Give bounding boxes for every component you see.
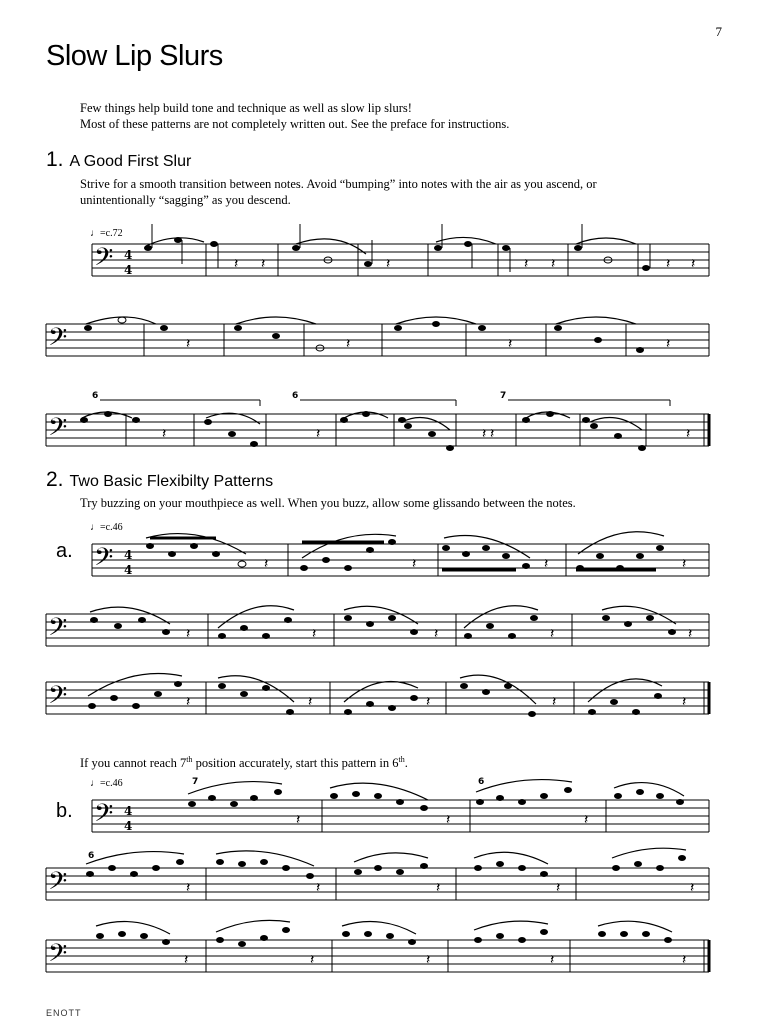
- svg-text:𝄽: 𝄽: [426, 694, 431, 710]
- svg-text:𝄽: 𝄽: [690, 880, 695, 896]
- svg-text:𝄽: 𝄽: [691, 256, 696, 272]
- section-2-number: 2.: [46, 468, 64, 491]
- svg-text:4: 4: [124, 563, 133, 577]
- section-2-heading: [46, 468, 273, 492]
- pattern-a-tempo: ♩=c.46: [90, 522, 123, 533]
- pattern-b-letter: b.: [56, 800, 73, 822]
- svg-text:𝄽: 𝄽: [550, 952, 555, 968]
- section-1-number: 1.: [46, 148, 64, 171]
- pattern-a-staff-3: [46, 678, 722, 718]
- svg-text:𝄽: 𝄽: [556, 880, 561, 896]
- svg-text:𝄽: 𝄽: [264, 556, 269, 572]
- svg-text:4: 4: [124, 819, 133, 833]
- svg-text:𝄽: 𝄽: [551, 256, 556, 272]
- svg-text:𝄽: 𝄽: [584, 812, 589, 828]
- svg-text:𝄽: 𝄽: [186, 880, 191, 896]
- svg-text:𝄽: 𝄽: [666, 256, 671, 272]
- section-2-text: Try buzzing on your mouthpiece as well. When you buzz, allow some glissando between the notes.: [80, 496, 576, 510]
- svg-text:𝄽: 𝄽: [162, 426, 167, 442]
- svg-text:𝄽: 𝄽: [666, 336, 671, 352]
- pattern-b-note: [80, 752, 408, 771]
- section-1-tempo: ♩=c.72: [90, 228, 123, 239]
- svg-text:𝄽: 𝄽: [312, 626, 317, 642]
- bass-clef-icon: 𝄢: [94, 543, 114, 578]
- note-sup-2: th: [398, 755, 405, 764]
- page-number: 7: [715, 24, 722, 39]
- bass-clef-icon: 𝄢: [48, 867, 68, 902]
- svg-text:𝄽: 𝄽: [261, 256, 266, 272]
- svg-text:𝄽: 𝄽: [524, 256, 529, 272]
- svg-text:𝄽: 𝄽: [682, 952, 687, 968]
- svg-text:𝄽: 𝄽: [234, 256, 239, 272]
- bass-clef-icon: 𝄢: [48, 413, 68, 448]
- position-mark: 6: [92, 391, 99, 401]
- intro-line-1: Few things help build tone and technique as well as slow lip slurs!: [80, 101, 412, 115]
- svg-text:𝄽: 𝄽: [446, 812, 451, 828]
- section-1-heading: [46, 148, 191, 172]
- position-mark: 7: [192, 777, 199, 787]
- position-mark: 6: [478, 777, 485, 787]
- pattern-a-staff-2: [46, 610, 722, 650]
- intro-line-2: Most of these patterns are not completely written out. See the preface for instructions.: [80, 117, 510, 131]
- svg-text:𝄽: 𝄽: [682, 694, 687, 710]
- bass-clef-icon: 𝄢: [94, 243, 114, 278]
- svg-text:𝄽: 𝄽: [688, 626, 693, 642]
- svg-text:𝄽: 𝄽: [346, 336, 351, 352]
- note-prefix: If you cannot reach 7: [80, 756, 187, 771]
- svg-text:𝄽: 𝄽: [552, 694, 557, 710]
- svg-text:𝄽: 𝄽: [544, 556, 549, 572]
- bass-clef-icon: 𝄢: [48, 939, 68, 974]
- page-title: Slow Lip Slurs: [46, 40, 223, 72]
- bass-clef-icon: 𝄢: [48, 681, 68, 716]
- section-1-title: A Good First Slur: [69, 153, 192, 170]
- svg-text:𝄽: 𝄽: [310, 952, 315, 968]
- svg-text:𝄽: 𝄽: [186, 626, 191, 642]
- pattern-b-staff-2: [46, 851, 722, 904]
- position-mark: 7: [500, 391, 507, 401]
- time-signature-bottom: 4: [124, 263, 133, 277]
- svg-text:𝄽: 𝄽: [412, 556, 417, 572]
- svg-text:𝄽: 𝄽: [686, 426, 691, 442]
- svg-text:𝄽: 𝄽: [186, 694, 191, 710]
- note-sup-1: th: [186, 755, 193, 764]
- svg-text:𝄽: 𝄽: [550, 626, 555, 642]
- time-signature-top: 4: [124, 248, 133, 262]
- pattern-a-letter: a.: [56, 540, 73, 562]
- svg-text:4: 4: [124, 548, 133, 562]
- svg-text:𝄽: 𝄽: [482, 426, 487, 442]
- svg-text:4: 4: [124, 804, 133, 818]
- bass-clef-icon: 𝄢: [48, 323, 68, 358]
- svg-text:𝄽: 𝄽: [682, 556, 687, 572]
- svg-text:𝄽: 𝄽: [426, 952, 431, 968]
- svg-text:𝄽: 𝄽: [490, 426, 495, 442]
- svg-text:𝄽: 𝄽: [186, 336, 191, 352]
- svg-text:𝄽: 𝄽: [434, 626, 439, 642]
- section-1-staff-1: [46, 240, 722, 280]
- section-1-staff-2: [46, 320, 722, 360]
- pattern-a-staff-1: [46, 540, 722, 580]
- svg-text:𝄽: 𝄽: [316, 880, 321, 896]
- section-2-title: Two Basic Flexibilty Patterns: [69, 473, 274, 490]
- svg-text:𝄽: 𝄽: [296, 812, 301, 828]
- pattern-b-tempo: ♩=c.46: [90, 778, 123, 789]
- pattern-b-staff-3: [46, 936, 722, 976]
- svg-text:𝄽: 𝄽: [184, 952, 189, 968]
- position-mark: 6: [292, 391, 299, 401]
- svg-text:𝄽: 𝄽: [386, 256, 391, 272]
- svg-text:𝄽: 𝄽: [308, 694, 313, 710]
- svg-text:𝄽: 𝄽: [508, 336, 513, 352]
- bass-clef-icon: 𝄢: [94, 799, 114, 834]
- footer-watermark: ENOTT: [46, 1008, 82, 1018]
- section-1-text-line-1: Strive for a smooth transition between notes. Avoid “bumping” into notes with the air as you ascend, or: [80, 177, 597, 191]
- note-suffix: .: [404, 756, 408, 771]
- bass-clef-icon: 𝄢: [48, 613, 68, 648]
- section-1-text-line-2: unintentionally “sagging” as you descend.: [80, 193, 291, 207]
- section-1-staff-3: [46, 390, 722, 460]
- svg-text:𝄽: 𝄽: [436, 880, 441, 896]
- position-mark: 6: [88, 851, 95, 861]
- note-middle: position accurately, start this pattern in 6: [192, 756, 399, 771]
- svg-text:𝄽: 𝄽: [316, 426, 321, 442]
